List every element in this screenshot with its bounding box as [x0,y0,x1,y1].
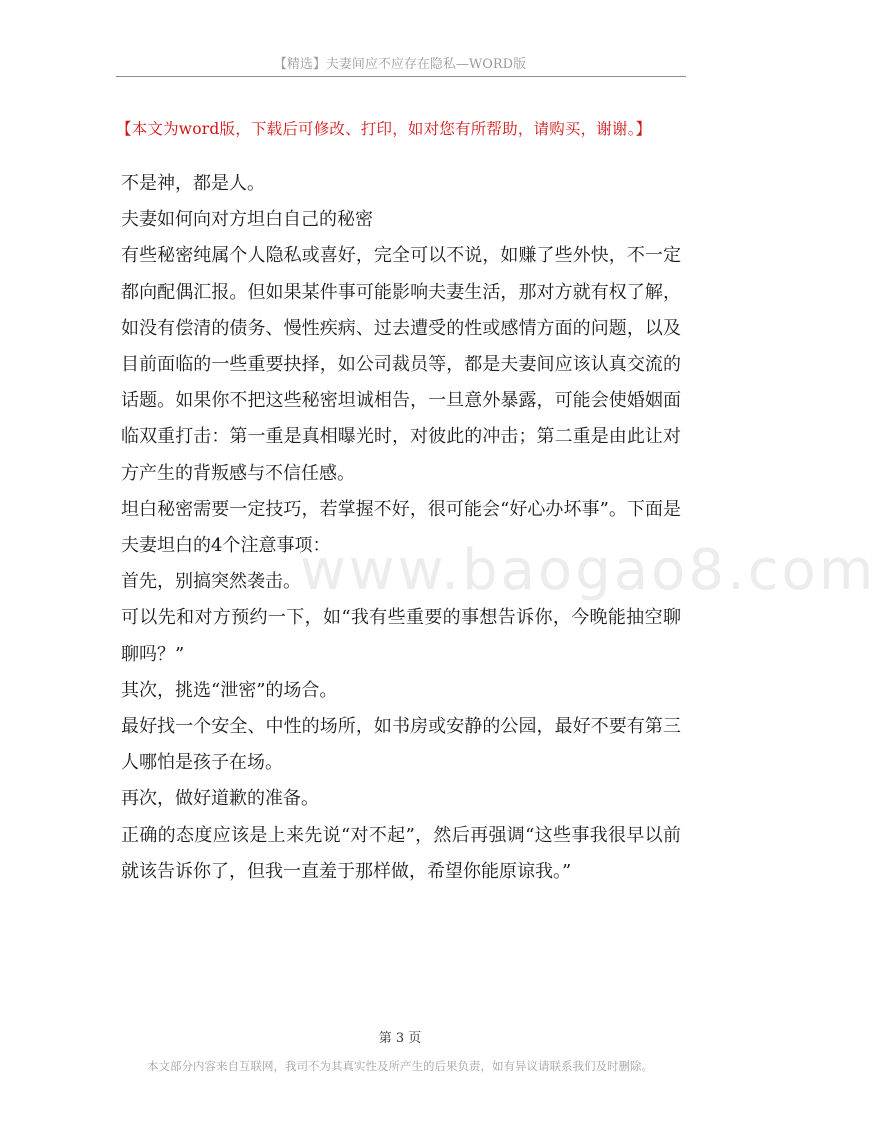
paragraph: 正确的态度应该是上来先说“对不起”，然后再强调“这些事我很早以前就该告诉你了，但我一直羞于那样做，希望你能原谅我。” [121,824,681,882]
paragraph: 最好找一个安全、中性的场所，如书房或安静的公园，最好不要有第三人哪怕是孩子在场。 [121,716,681,774]
header-divider [116,76,686,77]
word-version-notice: 【本文为word版，下载后可修改、打印，如对您有所帮助，请购买，谢谢。】 [116,120,652,138]
paragraph: 坦白秘密需要一定技巧，若掌握不好，很可能会“好心办坏事”。下面是夫妻坦白的4个注意事项： [121,498,681,557]
watermark: www.baogao8.com [300,538,876,603]
tip-heading: 其次，挑选“泄密”的场合。 [121,679,338,701]
tip-heading: 首先，别搞突然袭击。 [121,571,301,593]
section-heading: 夫妻如何向对方坦白自己的秘密 [121,209,373,231]
page-header: 【精选】夫妻间应不应存在隐私—WORD版 [273,57,527,72]
footer-disclaimer: 本文部分内容来自互联网，我司不为其真实性及所产生的后果负责，如有异议请联系我们及时删除。 [147,1059,653,1073]
paragraph: 不是神，都是人。 [121,173,265,194]
document-body [121,166,681,890]
paragraph: 可以先和对方预约一下，如“我有些重要的事想告诉你，今晚能抽空聊聊吗？” [121,607,681,665]
tip-heading: 再次，做好道歉的准备。 [121,788,319,810]
page-number: 第 3 页 [378,1031,422,1046]
paragraph: 有些秘密纯属个人隐私或喜好，完全可以不说，如赚了些外快，不一定都向配偶汇报。但如果某件事可能影响夫妻生活，那对方就有权了解，如没有偿清的债务、慢性疾病、过去遭受的性或感情方面的问题，以及目前面临的一些重要抉择，如公司裁员等，都是夫妻间应该认真交流的话题。如果你不把这些秘密坦诚相告，一旦意外暴露，可能会使婚姻面临双重打击：第一重是真相曝光时，对彼此的冲击；第二重是由此让对方产生的背叛感与不信任感。 [121,245,681,484]
